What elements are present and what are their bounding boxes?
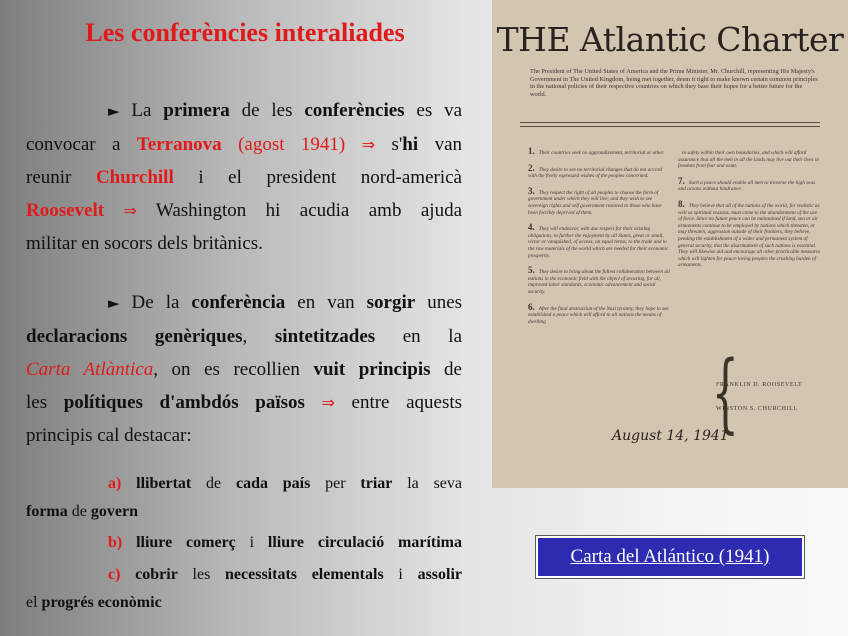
- charter-principle: 5. They desire to bring about the fullest collaboration between all nations in the economic field with the object of securing, for all, improved labor standards, economic advancement and social security.: [528, 265, 670, 295]
- signature-roosevelt: FRANKLIN D. ROOSEVELT: [716, 382, 803, 388]
- charter-principle: 6. After the final destruction of the Nazi tyranny, they hope to see established a peace which will afford to all nations the means of dwelling: [528, 301, 669, 325]
- charter-principle: in safety within their own boundaries, and which will afford assurance that all the men in all the lands may live out their lives in freedom from fear and want.: [678, 150, 819, 170]
- implies-arrow-icon: ⇒: [361, 135, 376, 154]
- bullet-arrow-icon: ►: [108, 294, 120, 312]
- slide-title: Les conferències interaliades: [85, 18, 405, 47]
- charter-principle: 3. They respect the right of all peoples to choose the form of government under which they will live; and they wish to see sovereign rights and self government restored to those who have been forcibly deprived of them.: [528, 185, 662, 216]
- charter-principle: 1. Their countries seek no aggrandizement, territorial or other.: [528, 146, 665, 156]
- implies-arrow-icon: ⇒: [321, 393, 335, 412]
- line: ► De la conferència en van sorgir unes: [108, 292, 463, 313]
- implies-arrow-icon: ⇒: [123, 201, 137, 220]
- charter-heading: THE Atlantic Charter: [496, 20, 844, 59]
- line: convocar a Terranova (agost 1941) ⇒ s'hi van: [26, 134, 462, 155]
- line: declaracions genèriques, sintetitzades en la: [26, 326, 462, 347]
- paragraph-atlantic-charter: [26, 286, 462, 452]
- signature-brace: {: [711, 343, 740, 443]
- charter-principle: 2. They desire to see no territorial changes that do not accord with the freely expressed wishes of the peoples concerned.: [528, 162, 662, 180]
- divider: [520, 126, 820, 127]
- charter-column-right: [678, 148, 820, 277]
- line: principis cal destacar:: [26, 425, 192, 446]
- principle-item-a: a) llibertat de cada país per triar la seva forma de govern: [26, 475, 463, 520]
- divider: [520, 122, 820, 123]
- line: les polítiques d'ambdós països ⇒ entre aquests: [26, 392, 463, 413]
- charter-principle: 8. They believe that all of the nations of the world, for realistic as well as spiritual reasons, must come to the abandonment of the use of force. Since no future peace can be maintained if land, sea or air armaments continue to be employed by nations which threaten, or may threaten, aggression outside of their frontiers, they believe, pending the establishment of a wider and permanent system of general security, that the disarmament of such nations is essential. They will likewise aid and encourage all other practicable measures which will lighten for peace-loving peoples the crushing burden of armaments.: [678, 198, 821, 269]
- charter-intro: The President of The United States of America and the Prime Minister, Mr. Churchill, representing His Majesty's Government in The United Kingdom, being met together, deem it right to make known certain common principles in the national policies of their respective countries on which they base their hopes for a better future for the world.: [530, 68, 818, 98]
- charter-date: August 14, 1941: [612, 428, 729, 444]
- signature-churchill: WINSTON S. CHURCHILL: [716, 406, 798, 412]
- line: ► La primera de les conferències es va: [108, 100, 463, 121]
- charter-principle: 4. They will endeavor, with due respect for their existing obligations, to further the enjoyment by all States, great or small, victor or vanquished, of access, on equal terms, to the trade and to the raw materials of the world which are needed for their economic prosperity.: [528, 222, 669, 259]
- line: Roosevelt ⇒ Washington hi acudia amb ajuda: [26, 200, 462, 221]
- principle-item-c: c) cobrir les necessitats elementals i assolir el progrés econòmic: [26, 566, 463, 611]
- line: reunir Churchill i el president nord-americà: [26, 167, 462, 188]
- atlantic-charter-link-button[interactable]: Carta del Atlántico (1941): [536, 536, 804, 578]
- charter-column-left: [528, 148, 670, 333]
- line: Carta Atlàntica, on es recollien vuit principis de: [26, 359, 462, 380]
- paragraph-first-conference: [26, 94, 462, 260]
- atlantic-charter-image: [492, 0, 848, 488]
- bullet-arrow-icon: ►: [108, 102, 120, 120]
- line: militar en socors dels britànics.: [26, 233, 263, 254]
- principle-item-b: b) lliure comerç i lliure circulació marítima: [108, 534, 462, 551]
- charter-principle: 7. Such a peace should enable all men to traverse the high seas and oceans without hindrance.: [678, 175, 816, 193]
